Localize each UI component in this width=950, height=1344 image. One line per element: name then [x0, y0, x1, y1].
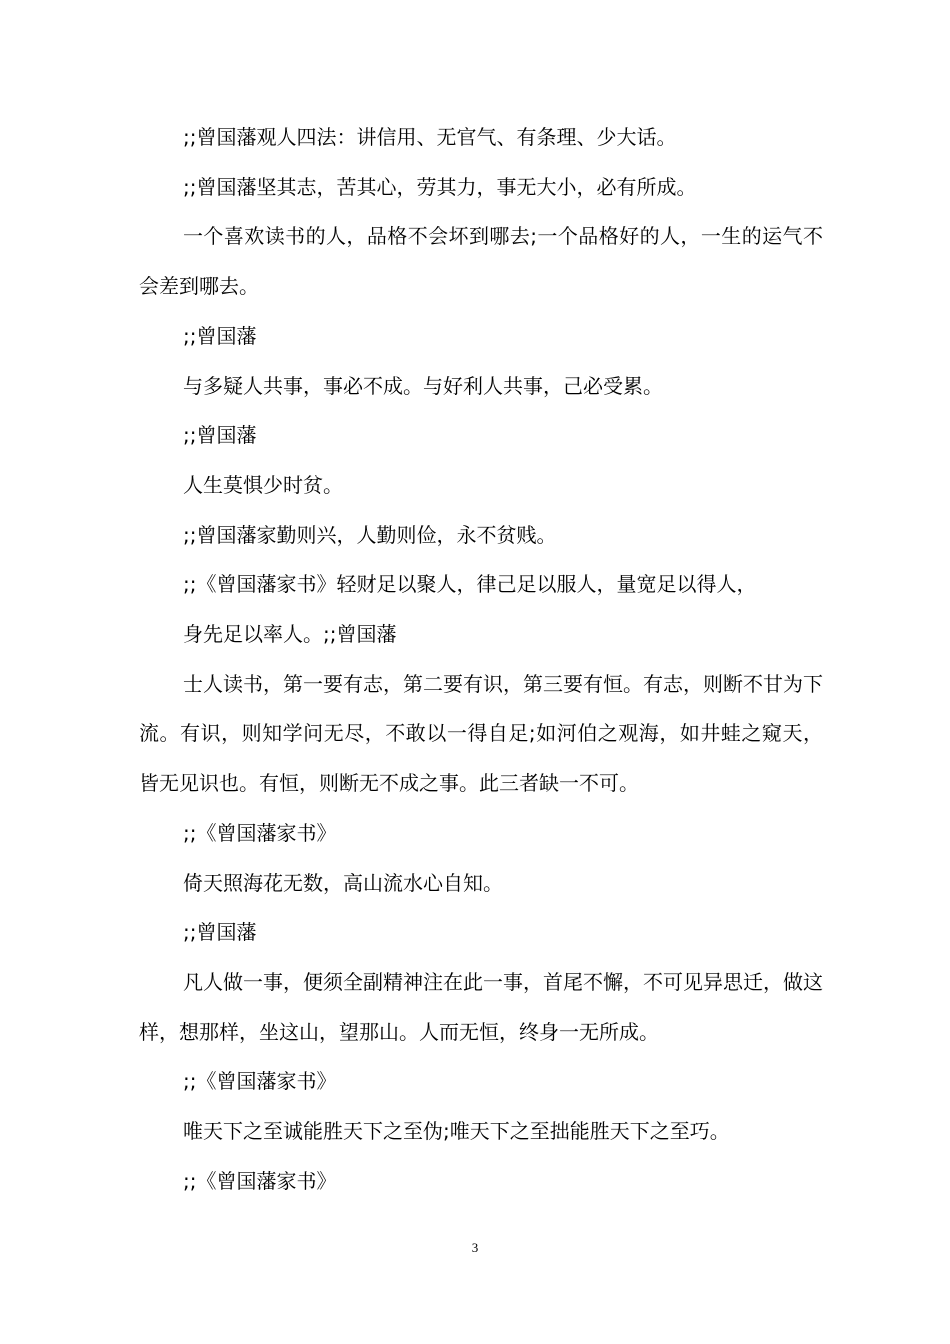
paragraph: 与多疑人共事，事必不成。与好利人共事，己必受累。 — [183, 373, 663, 398]
paragraph: 凡人做一事，便须全副精神注在此一事，首尾不懈，不可见异思迁，做这样，想那样，坐这山，望那山。人而无恒，终身一无所成。 — [139, 969, 823, 1044]
paragraph: 倚天照海花无数，高山流水心自知。 — [183, 870, 503, 895]
paragraph: ;;曾国藩观人四法：讲信用、无官气、有条理、少大话。 — [183, 125, 677, 149]
paragraph: ;;曾国藩 — [183, 920, 257, 945]
page-number: 3 — [471, 1240, 479, 1255]
paragraph: ;;曾国藩 — [183, 423, 257, 448]
paragraph: ;;《曾国藩家书》 — [183, 820, 337, 845]
document-body — [139, 113, 823, 1206]
paragraph: ;;曾国藩坚其志，苦其心，劳其力，事无大小，必有所成。 — [183, 174, 697, 199]
paragraph: 人生莫惧少时贫。 — [183, 472, 343, 497]
paragraph: 身先足以率人。;;曾国藩 — [183, 622, 397, 647]
paragraph: 一个喜欢读书的人，品格不会坏到哪去;一个品格好的人，一生的运气不会差到哪去。 — [139, 224, 823, 299]
paragraph: ;;《曾国藩家书》 — [183, 1069, 337, 1094]
paragraph: ;;《曾国藩家书》 — [183, 1168, 337, 1193]
paragraph: 唯天下之至诚能胜天下之至伪;唯天下之至拙能胜天下之至巧。 — [183, 1119, 730, 1144]
paragraph: 士人读书，第一要有志，第二要有识，第三要有恒。有志，则断不甘为下流。有识，则知学问无尽，不敢以一得自足;如河伯之观海，如井蛙之窥天，皆无见识也。有恒，则断无不成之事。此三者缺一不可。 — [139, 671, 823, 796]
paragraph: ;;曾国藩家勤则兴，人勤则俭，永不贫贱。 — [183, 522, 557, 547]
paragraph: ;;《曾国藩家书》轻财足以聚人，律己足以服人，量宽足以得人， — [183, 572, 757, 597]
paragraph: ;;曾国藩 — [183, 323, 257, 348]
